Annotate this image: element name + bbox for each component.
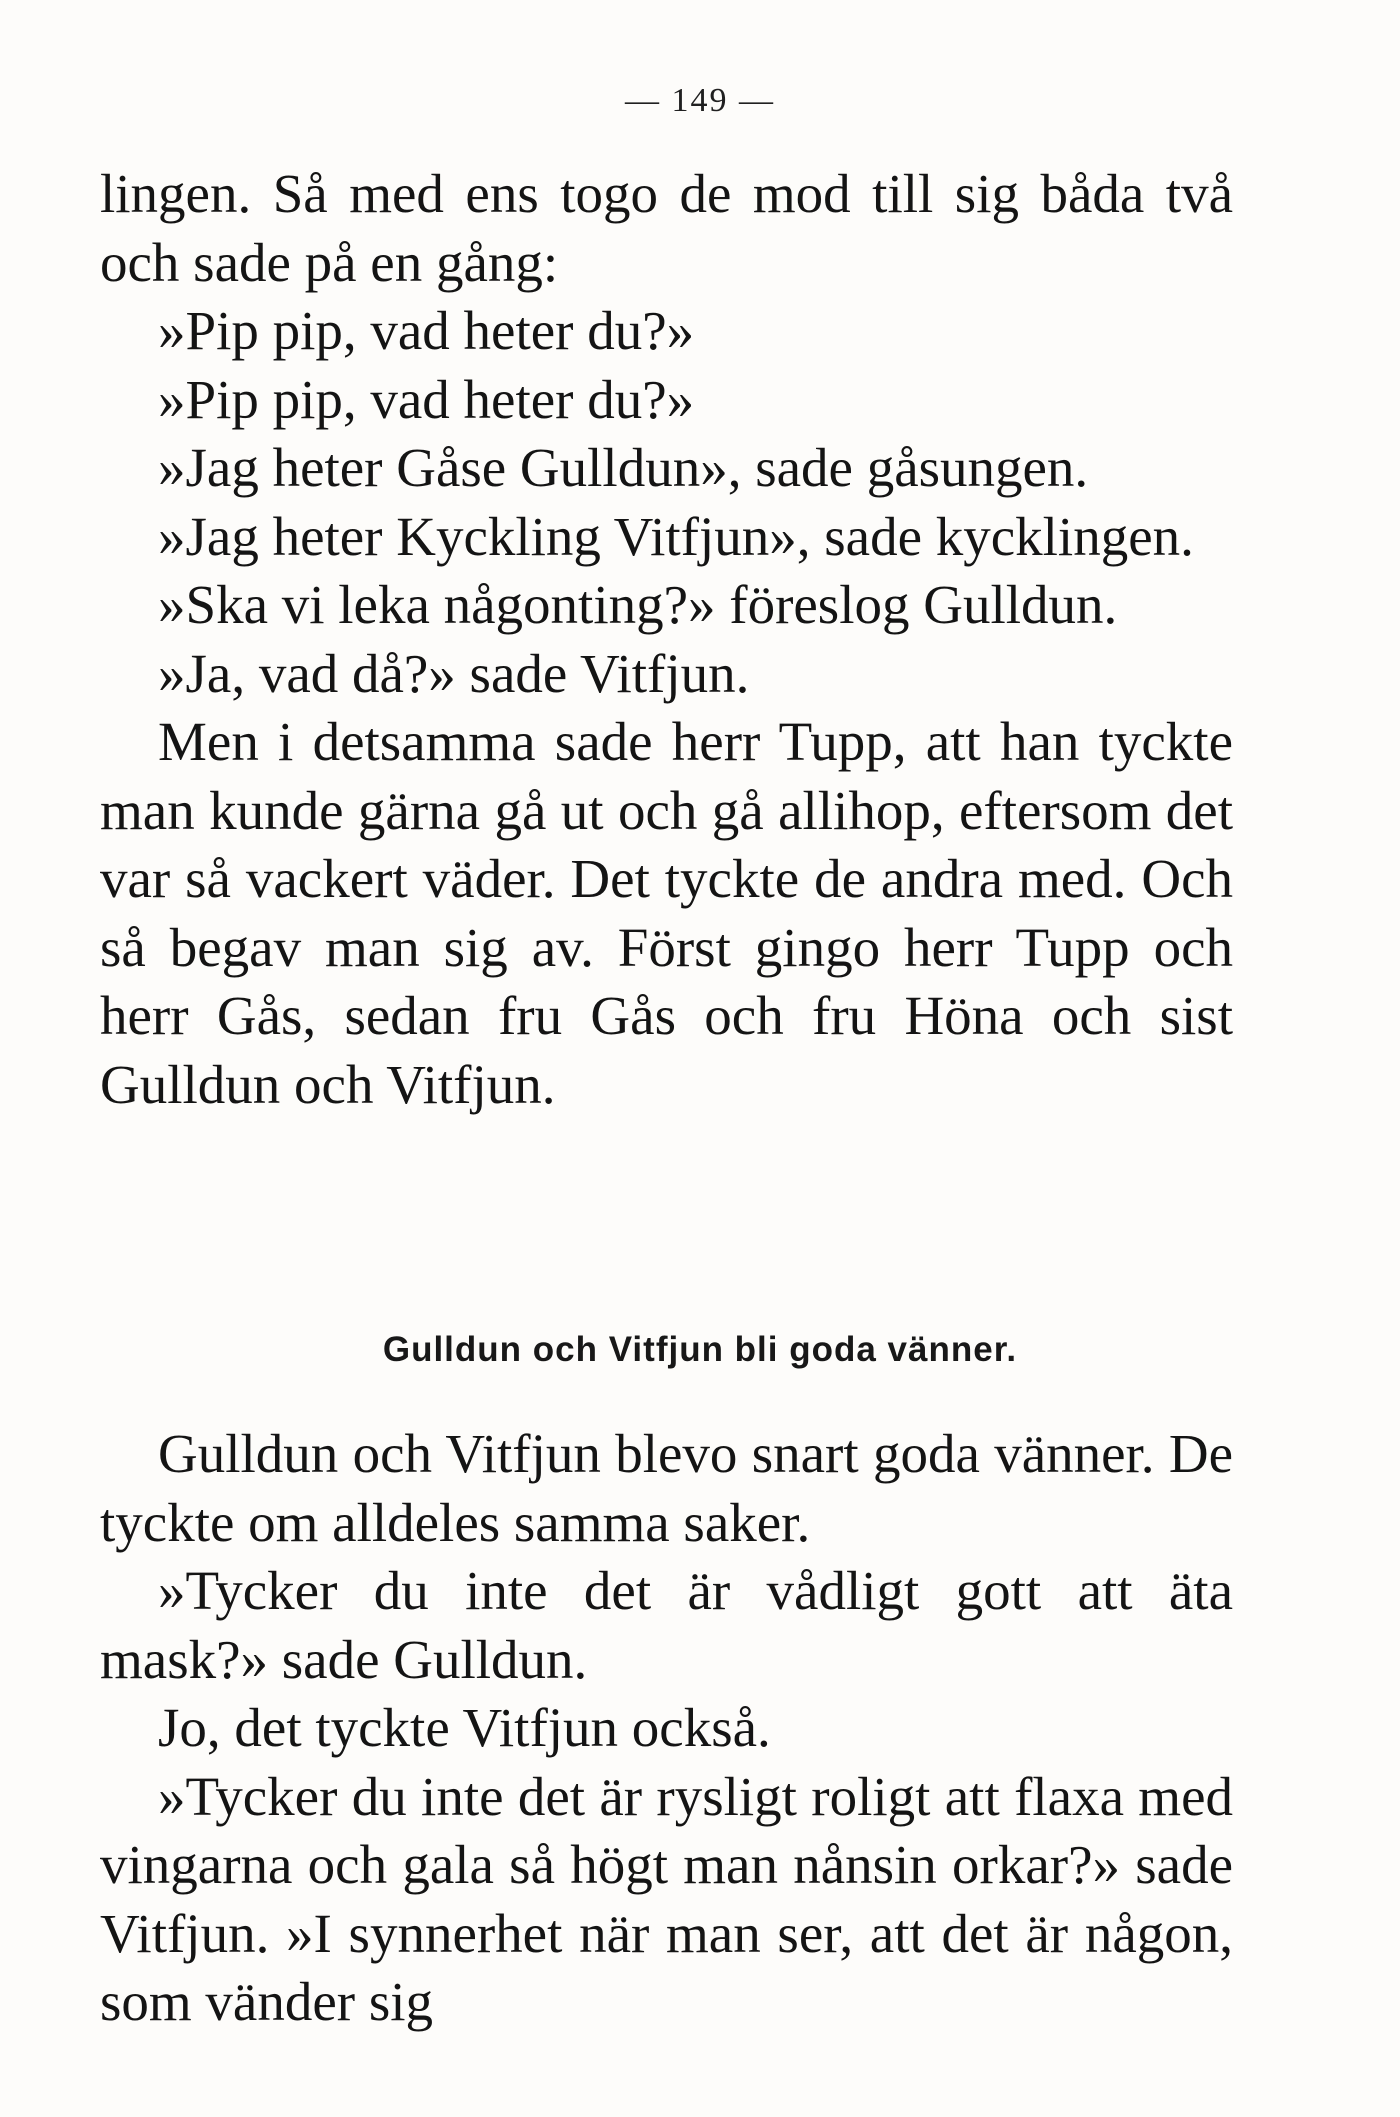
paragraph: Gulldun och Vitfjun blevo snart goda vänner. De tyckte om alldeles samma saker. bbox=[100, 1423, 1233, 1553]
paragraph: »Tycker du inte det är rysligt roligt att flaxa med vingarna och gala så högt man nånsin orkar?» sade Vitfjun. »I synnerhet när man ser, att det är någon, som vänder sig bbox=[100, 1765, 1233, 2032]
paragraph: »Pip pip, vad heter du?» bbox=[158, 368, 695, 430]
paragraph: Jo, det tyckte Vitfjun också. bbox=[158, 1697, 771, 1758]
paragraph: Men i detsamma sade herr Tupp, att han tyckte man kunde gärna gå ut och gå allihop, eftersom det var så vackert väder. Det tyckte de andra med. Och så begav man sig av. Först gingo herr Tupp och herr Gås, sedan fru Gås och fru Höna och sist Gulldun och Vitfjun. bbox=[100, 711, 1233, 1115]
page-number: — 149 — bbox=[625, 82, 775, 119]
paragraph: »Pip pip, vad heter du?» bbox=[158, 300, 695, 361]
paragraph: »Tycker du inte det är vådligt gott att äta mask?» sade Gulldun. bbox=[100, 1560, 1233, 1690]
paragraph: lingen. Så med ens togo de mod till sig båda två och sade på en gång: bbox=[100, 163, 1233, 293]
paragraph: »Ja, vad då?» sade Vitfjun. bbox=[158, 642, 750, 704]
paragraph: »Jag heter Gåse Gulldun», sade gåsungen. bbox=[158, 437, 1089, 498]
section-heading: Gulldun och Vitfjun bli goda vänner. bbox=[382, 1330, 1018, 1369]
section-text bbox=[100, 1420, 1233, 2037]
paragraph: »Jag heter Kyckling Vitfjun», sade kycklingen. bbox=[158, 505, 1194, 567]
paragraph: »Ska vi leka någonting?» föreslog Gulldun. bbox=[158, 574, 1118, 635]
continuation-text bbox=[100, 160, 1233, 1119]
